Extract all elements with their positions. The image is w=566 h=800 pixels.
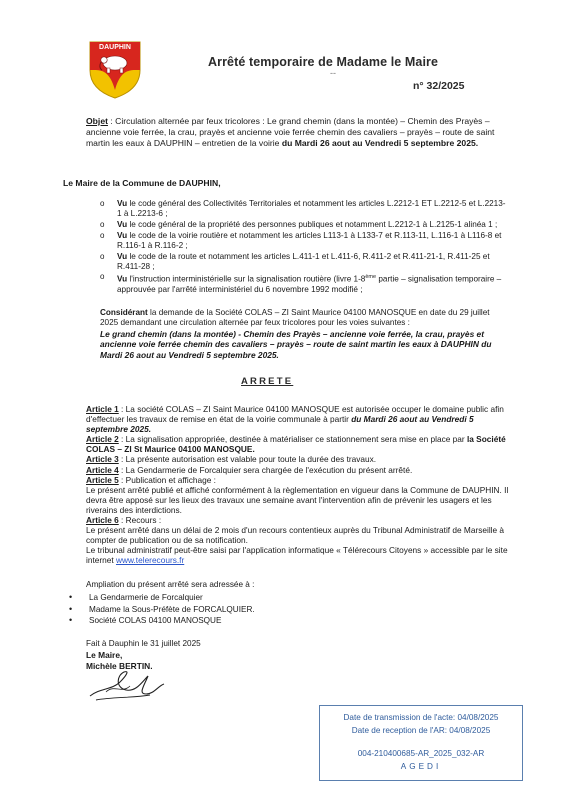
dauphin-coat-of-arms-icon: [87, 40, 143, 100]
list-item: [100, 231, 508, 251]
bullet: o: [100, 272, 105, 282]
article-label: Article 1: [86, 404, 119, 414]
stamp-reception: Date de reception de l'AR: 04/08/2025: [351, 726, 491, 735]
article-text: : Recours :: [118, 515, 162, 526]
vu-text: le code général de la propriété des personnes publiques et notamment L.2212-1 à L.2125-1 alinéa 1 ;: [127, 219, 498, 229]
objet-dates: du Mardi 26 aout au Vendredi 5 septembre 2025.: [281, 137, 479, 148]
vu-text: l'instruction interministérielle sur la signalisation routière (livre 1-8: [127, 275, 366, 285]
title-dash: --: [330, 68, 336, 78]
arrete-heading: ARRETE: [241, 376, 294, 387]
arrete-number: n° 32/2025: [413, 80, 465, 92]
objet-paragraph: [86, 116, 508, 148]
objet-sep: :: [107, 116, 116, 126]
bullet: o: [100, 199, 105, 208]
article-text: : La signalisation appropriée, destinée à matérialiser ce stationnement sera mise en place par: [118, 434, 467, 445]
article-text: Le tribunal administratif peut-être saisi par l'application informatique « Télérecours Citoyens » accessible par le site internet: [86, 545, 508, 566]
article-5-body: Le présent arrêté publié et affiché conformément à la règlementation en vigueur dans la Commune de DAUPHIN. Il devra être apposé sur les lieux des travaux une semaine avant l'intervention afin de prévenir les usagers et les riverains des interdictions.: [86, 484, 509, 515]
article-text: : Publication et affichage :: [118, 474, 216, 485]
commune-logo: [87, 40, 143, 100]
bullet: •: [69, 603, 73, 614]
article-label: Article 4: [86, 464, 119, 475]
bullet: o: [100, 251, 105, 261]
vu-label: Vu: [117, 199, 128, 208]
list-item: [63, 592, 255, 604]
considerant-label: Considérant: [100, 308, 148, 317]
maire-heading: Le Maire de la Commune de DAUPHIN,: [63, 178, 221, 188]
list-item: [100, 199, 508, 219]
ampliation-recipient: Madame la Sous-Préfète de FORCALQUIER.: [89, 604, 255, 614]
stamp-transmission: Date de transmission de l'acte: 04/08/2025: [343, 713, 499, 722]
ampliation-recipient: Société COLAS 04100 MANOSQUE: [89, 616, 222, 625]
article-3: [86, 454, 510, 464]
signatory-name: Michèle BERTIN.: [86, 660, 153, 671]
article-text: : La société COLAS – ZI Saint Maurice 04100 MANOSQUE est autorisée occuper le domaine public afin d'effectuer les travaux de remise en état de la voirie communale à partir: [86, 404, 504, 425]
article-dates: du Mardi 26 aout au Vendredi 5 septembre 2025.: [86, 414, 474, 435]
vu-text: le code de la voirie routière et notamment les articles L113-1 à L133-7 et R.113-11, L.116-1 à L116-8 et R.116-1 à R.116-2 ;: [117, 230, 502, 250]
transmission-stamp: [319, 705, 523, 781]
article-text: : La présente autorisation est valable pour toute la durée des travaux.: [118, 454, 377, 465]
vu-label: Vu: [117, 275, 128, 285]
article-5: [86, 475, 510, 485]
telerecours-link[interactable]: www.telerecours.fr: [115, 555, 185, 566]
stamp-agedi: AGEDI: [400, 762, 442, 771]
article-1: [86, 404, 510, 434]
article-6-body-2: [86, 545, 510, 565]
vu-label: Vu: [117, 219, 128, 229]
bullet: •: [69, 592, 73, 602]
article-4: [86, 465, 510, 475]
vu-text: partie – signalisation temporaire – approuvée par l'arrêté interministériel du 6 novembre 1992 modifié ;: [117, 275, 502, 295]
ampliation-heading: Ampliation du présent arrêté sera adressée à :: [86, 580, 255, 589]
objet-text: Circulation alternée par feux tricolores : Le grand chemin (dans la montée) – Chemin des Prayès – ancienne voie ferrée, la crau, prayès et ancienne voie ferrée chemin des cavaliers – prayès – route de saint martin les eaux à DAUPHIN – entretien de la voirie: [86, 116, 495, 148]
article-company: la Société COLAS – ZI St Maurice 04100 MANOSQUE.: [86, 434, 506, 455]
list-item: [63, 615, 255, 627]
bullet: o: [100, 219, 105, 229]
bullet: o: [100, 230, 105, 240]
considerant-paragraph: [100, 308, 508, 328]
list-item: [100, 220, 508, 230]
bullet: •: [69, 615, 73, 625]
considerant-voies: Le grand chemin (dans la montée) - Chemin des Prayès – ancienne voie ferrée, la crau, prayès et ancienne voie ferrée chemin des cavaliers – prayès – route de saint martin les eaux à DAUPHIN du Mardi 26 aout au Vendredi 5 septembre 2025.: [100, 329, 492, 360]
article-6-body: Le présent arrêté dans un délai de 2 mois d'un recours contentieux auprès du Tribunal Administratif de Marseille à compter de publication ou de sa notification.: [86, 525, 505, 546]
objet-label: Objet: [86, 116, 108, 126]
signatory-role: Le Maire,: [86, 650, 123, 660]
fait-a-line: Fait à Dauphin le 31 juillet 2025: [86, 639, 201, 648]
signature-icon: [86, 664, 170, 704]
ampliation-recipient: La Gendarmerie de Forcalquier: [89, 593, 203, 602]
list-item: [100, 272, 508, 295]
vu-text: le code général des Collectivités Territoriales et notamment les articles L.2212-1 ET L.2212-5 et L.2213-1 à L.2213-6 ;: [117, 199, 506, 219]
considerant-text: la demande de la Société COLAS – ZI Saint Maurice 04100 MANOSQUE en date du 29 juillet 2025 demandant une circulation alternée par feux tricolores pour les voies suivantes :: [100, 308, 490, 327]
vu-label: Vu: [117, 230, 128, 240]
vu-text: le code de la route et notamment les articles L.411-1 et L.411-6, R.411-2 et R.411-21-1, R.411-25 et R.411-28 ;: [117, 251, 490, 271]
articles-section: [86, 404, 510, 566]
vu-sup: ème: [365, 274, 377, 281]
page-title: Arrêté temporaire de Madame le Maire: [208, 55, 439, 69]
logo-text: DAUPHIN: [99, 44, 131, 52]
article-label: Article 2: [86, 434, 119, 445]
article-2: [86, 434, 510, 454]
article-6: [86, 515, 510, 525]
list-item: [100, 252, 508, 272]
list-item: [63, 604, 255, 616]
vu-label: Vu: [117, 251, 128, 261]
article-text: : La Gendarmerie de Forcalquier sera chargée de l'exécution du présent arrêté.: [118, 464, 413, 475]
article-label: Article 6: [86, 515, 119, 526]
ampliation-list: [63, 592, 255, 627]
stamp-reference: 004-210400685-AR_2025_032-AR: [357, 749, 485, 758]
article-label: Article 5: [86, 474, 119, 485]
handwritten-signature: [86, 664, 170, 704]
vu-list: [100, 199, 508, 296]
article-label: Article 3: [86, 454, 119, 465]
